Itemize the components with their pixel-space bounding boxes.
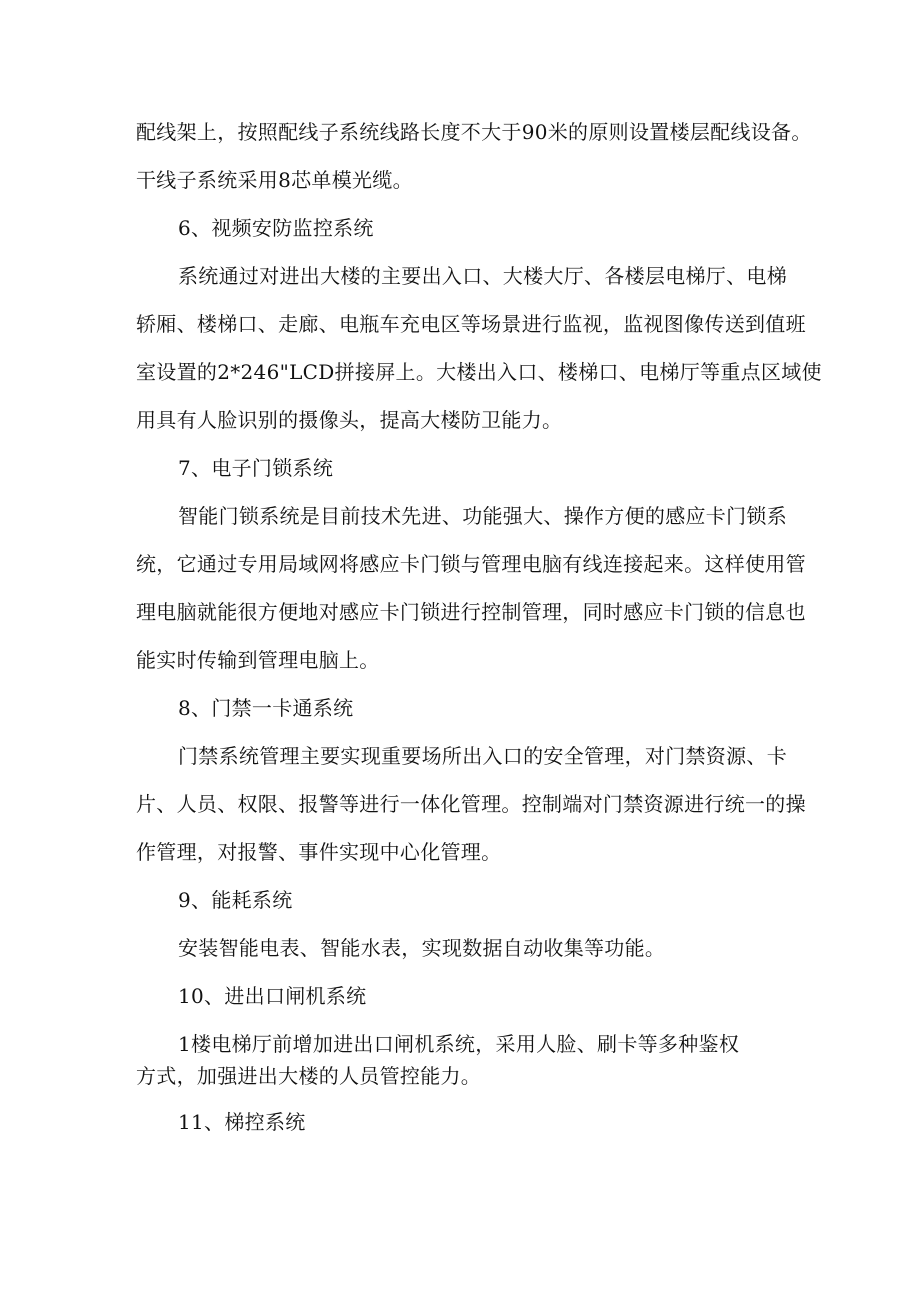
text-line: 室设置的2*246"LCD拼接屏上。大楼出入口、楼梯口、电梯厅等重点区域使 — [136, 360, 822, 384]
text-line: 轿厢、楼梯口、走廊、电瓶车充电区等场景进行监视，监视图像传送到值班 — [136, 312, 806, 336]
text-line: 1楼电梯厅前增加进出口闸机系统，采用人脸、刷卡等多种鉴权 — [178, 1032, 740, 1056]
section-heading: 7、电子门锁系统 — [178, 456, 334, 480]
text-line: 门禁系统管理主要实现重要场所出入口的安全管理，对门禁资源、卡 — [178, 744, 787, 768]
section-heading: 8、门禁一卡通系统 — [178, 696, 354, 720]
text-line: 方式，加强进出大楼的人员管控能力。 — [136, 1064, 482, 1088]
section-heading: 6、视频安防监控系统 — [178, 216, 374, 240]
text-line: 能实时传输到管理电脑上。 — [136, 648, 380, 672]
text-line: 系统通过对进出大楼的主要出入口、大楼大厅、各楼层电梯厅、电梯 — [178, 264, 787, 288]
text-line: 安装智能电表、智能水表，实现数据自动收集等功能。 — [178, 936, 666, 960]
section-heading: 10、进出口闸机系统 — [178, 984, 367, 1008]
section-heading: 11、梯控系统 — [178, 1110, 306, 1134]
text-line: 用具有人脸识别的摄像头，提高大楼防卫能力。 — [136, 408, 563, 432]
text-line: 作管理，对报警、事件实现中心化管理。 — [136, 840, 502, 864]
section-heading: 9、能耗系统 — [178, 888, 293, 912]
text-line: 智能门锁系统是目前技术先进、功能强大、操作方便的感应卡门锁系 — [178, 504, 787, 528]
text-line: 配线架上，按照配线子系统线路长度不大于90米的原则设置楼层配线设备。 — [136, 120, 812, 144]
text-line: 统，它通过专用局域网将感应卡门锁与管理电脑有线连接起来。这样使用管 — [136, 552, 806, 576]
text-line: 片、人员、权限、报警等进行一体化管理。控制端对门禁资源进行统一的操 — [136, 792, 806, 816]
text-line: 理电脑就能很方便地对感应卡门锁进行控制管理，同时感应卡门锁的信息也 — [136, 600, 806, 624]
text-line: 干线子系统采用8芯单模光缆。 — [136, 168, 413, 192]
